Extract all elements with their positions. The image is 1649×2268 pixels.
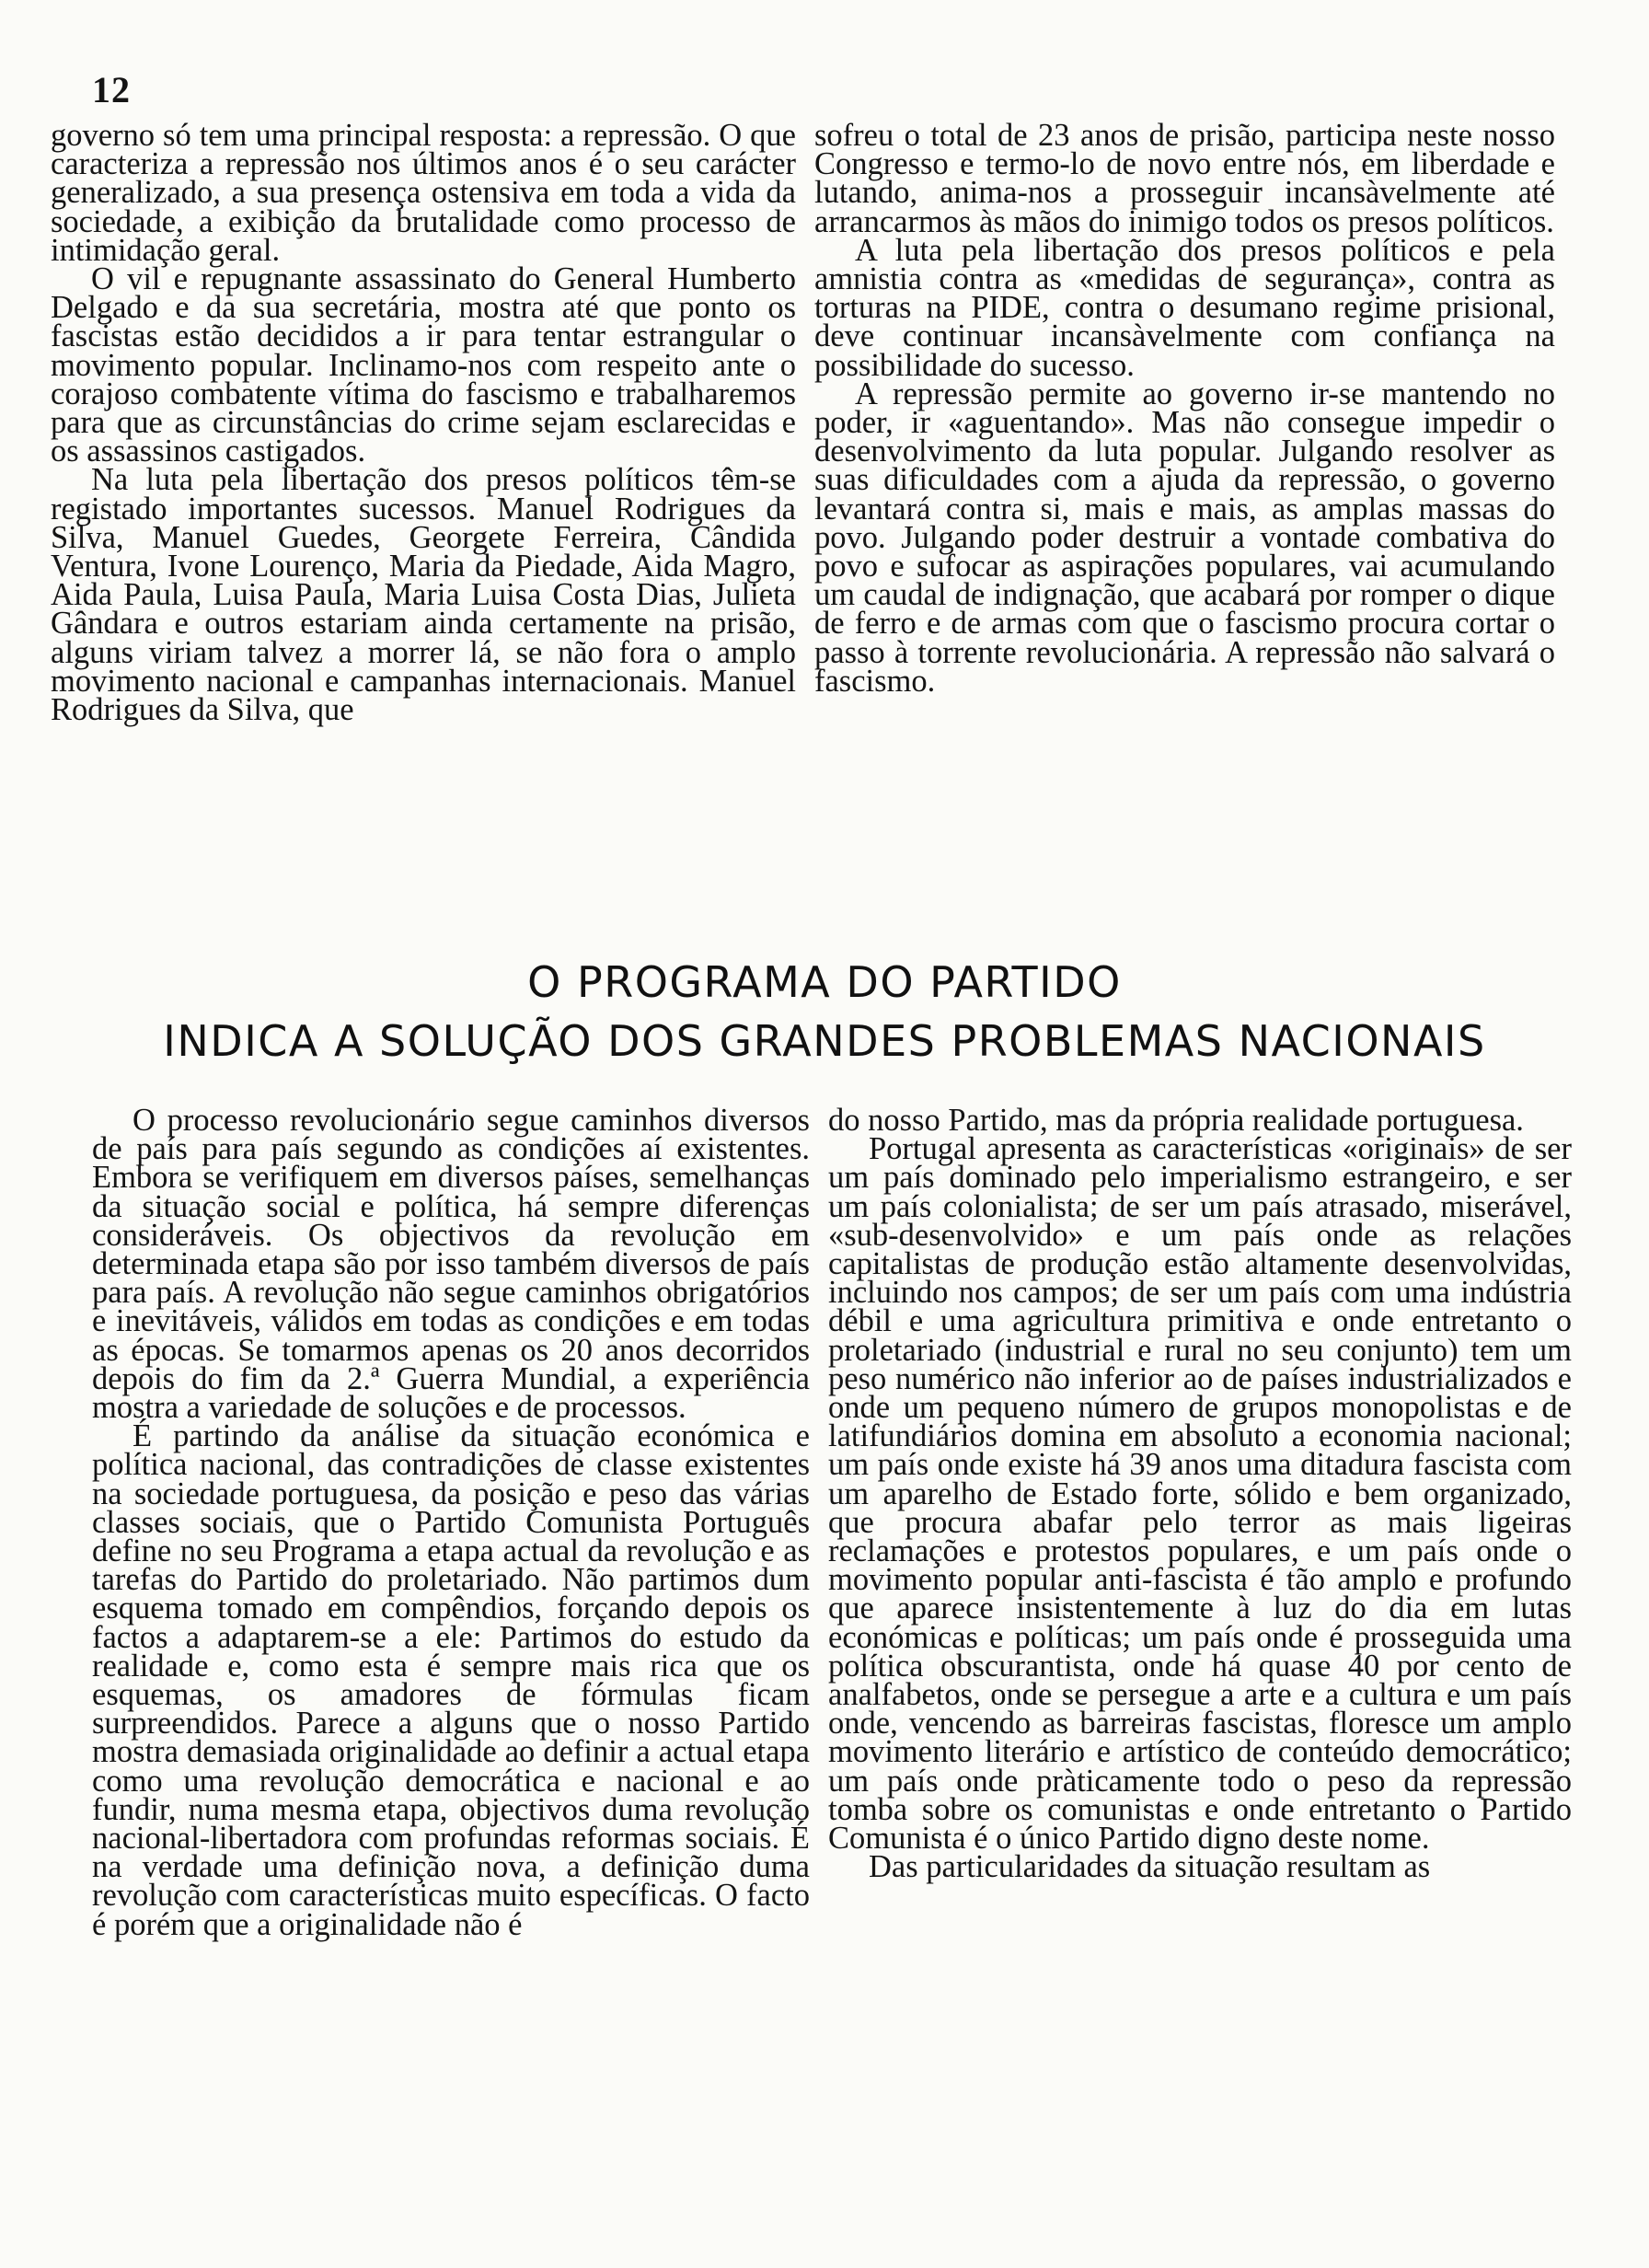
section-headline-line-1: O PROGRAMA DO PARTIDO	[527, 957, 1122, 1007]
top-right-column	[814, 118, 1555, 699]
top-left-column	[51, 118, 796, 728]
paragraph: Das particularidades da situação resultam as	[869, 1849, 1431, 1885]
bottom-right-column	[828, 1103, 1572, 1885]
paragraph: A repressão permite ao governo ir-se mantendo no poder, ir «aguentando». Mas não consegue impedir o desenvolvimento da luta popular. Julgando resolver as suas dificuldades com a ajuda da repressão, o governo levantará contra si, mais e mais, as amplas massas do povo. Julgando poder destruir a vontade combativa do povo e sufocar as aspirações populares, vai acumulando um caudal de indignação, que acabará por romper o dique de ferro e de armas com que o fascismo procura cortar o passo à torrente revolucionária. A repressão não salvará o fascismo.	[814, 376, 1555, 699]
bottom-left-column	[92, 1103, 810, 1942]
paragraph: O processo revolucionário segue caminhos diversos de país para país segundo as condições aí existentes. Embora se verifiquem em diversos países, semelhanças da situação social e política, há sempre diferenças consideráveis. Os objectivos da revolução em determinada etapa são por isso também diversos de país para país. A revolução não segue caminhos obrigatórios e inevitáveis, válidos em todas as condições e em todas as épocas. Se tomarmos apenas os 20 anos decorridos depois do fim da 2.ª Guerra Mundial, a experiência mostra a variedade de soluções e de processos.	[92, 1103, 810, 1426]
paragraph: Portugal apresenta as características «originais» de ser um país dominado pelo imperialismo estrangeiro, e ser um país colonialista; de ser um país atrasado, miserável, «sub-desenvolvido» e um país onde as relações capitalistas de produção estão altamente desenvolvidas, incluindo nos campos; de ser um país com uma indústria débil e uma agricultura primitiva e onde entretanto o proletariado (industrial e rural no seu conjunto) tem um peso numérico não inferior ao de países industrializados e onde um pequeno número de grupos monopolistas e de latifundiários domina em absoluto a economia nacional; um país onde existe há 39 anos uma ditadura fascista com um aparelho de Estado forte, sólido e bem organizado, que procura abafar pelo terror as mais ligeiras reclamações e protestos populares, e um país onde o movimento popular anti-fascista é tão amplo e profundo que aparece insistentemente à luz do dia em lutas económicas e políticas; um país onde é prosseguida uma política obscurantista, onde há quase 40 por cento de analfabetos, onde se persegue a arte e a cultura e um país onde, vencendo as barreiras fascistas, floresce um amplo movimento literário e artístico de conteúdo democrático; um país onde pràticamente todo o peso da repressão tomba sobre os comunistas e onde entretanto o Partido Comunista é o único Partido digno deste nome.	[828, 1131, 1572, 1857]
paragraph: O vil e repugnante assassinato do General Humberto Delgado e da sua secretária, mostra até que ponto os fascistas estão decididos a ir para tentar estrangular o movimento popular. Inclinamo-nos com respeito ante o corajoso combatente vítima do fascismo e trabalharemos para que as circunstâncias do crime sejam esclarecidas e os assassinos castigados.	[51, 261, 796, 469]
paragraph: governo só tem uma principal resposta: a repressão. O que caracteriza a repressão nos últimos anos é o seu carácter generalizado, a sua presença ostensiva em toda a vida da sociedade, a exibição da brutalidade como processo de intimidação geral.	[51, 118, 796, 268]
paragraph: sofreu o total de 23 anos de prisão, participa neste nosso Congresso e termo-lo de novo entre nós, em liberdade e lutando, anima-nos a prosseguir incansàvelmente até arrancarmos às mãos do inimigo todos os presos políticos.	[814, 118, 1555, 239]
paragraph: do nosso Partido, mas da própria realidade portuguesa.	[828, 1103, 1524, 1138]
page-number: 12	[92, 69, 131, 110]
paragraph: É partindo da análise da situação económica e política nacional, das contradições de classe existentes na sociedade portuguesa, da posição e peso das várias classes sociais, que o Partido Comunista Português define no seu Programa a etapa actual da revolução e as tarefas do Partido do proletariado. Não partimos dum esquema tomado em compêndios, forçando depois os factos a adaptarem-se a ele: Partimos do estudo da realidade e, como esta é sempre mais rica que os esquemas, os amadores de fórmulas ficam surpreendidos. Parece a alguns que o nosso Partido mostra demasiada originalidade ao definir a actual etapa como uma revolução democrática e nacional e ao fundir, numa mesma etapa, objectivos duma revolução nacional-libertadora com profundas reformas sociais. É na verdade uma definição nova, a definição duma revolução com características muito específicas. O facto é porém que a originalidade não é	[92, 1418, 810, 1942]
paragraph: Na luta pela libertação dos presos políticos têm-se registado importantes sucessos. Manuel Rodrigues da Silva, Manuel Guedes, Georgete Ferreira, Cândida Ventura, Ivone Lourenço, Maria da Piedade, Aida Magro, Aida Paula, Luisa Paula, Maria Luisa Costa Dias, Julieta Gândara e outros estariam ainda certamente na prisão, alguns viriam talvez a morrer lá, se não fora o amplo movimento nacional e campanhas internacionais. Manuel Rodrigues da Silva, que	[51, 462, 796, 728]
paragraph: A luta pela libertação dos presos políticos e pela amnistia contra as «medidas de segurança», contra as torturas na PIDE, contra o desumano regime prisional, deve continuar incansàvelmente com confiança na possibilidade do sucesso.	[814, 232, 1555, 383]
section-headline-line-2: INDICA A SOLUÇÃO DOS GRANDES PROBLEMAS NACIONAIS	[163, 1016, 1486, 1066]
